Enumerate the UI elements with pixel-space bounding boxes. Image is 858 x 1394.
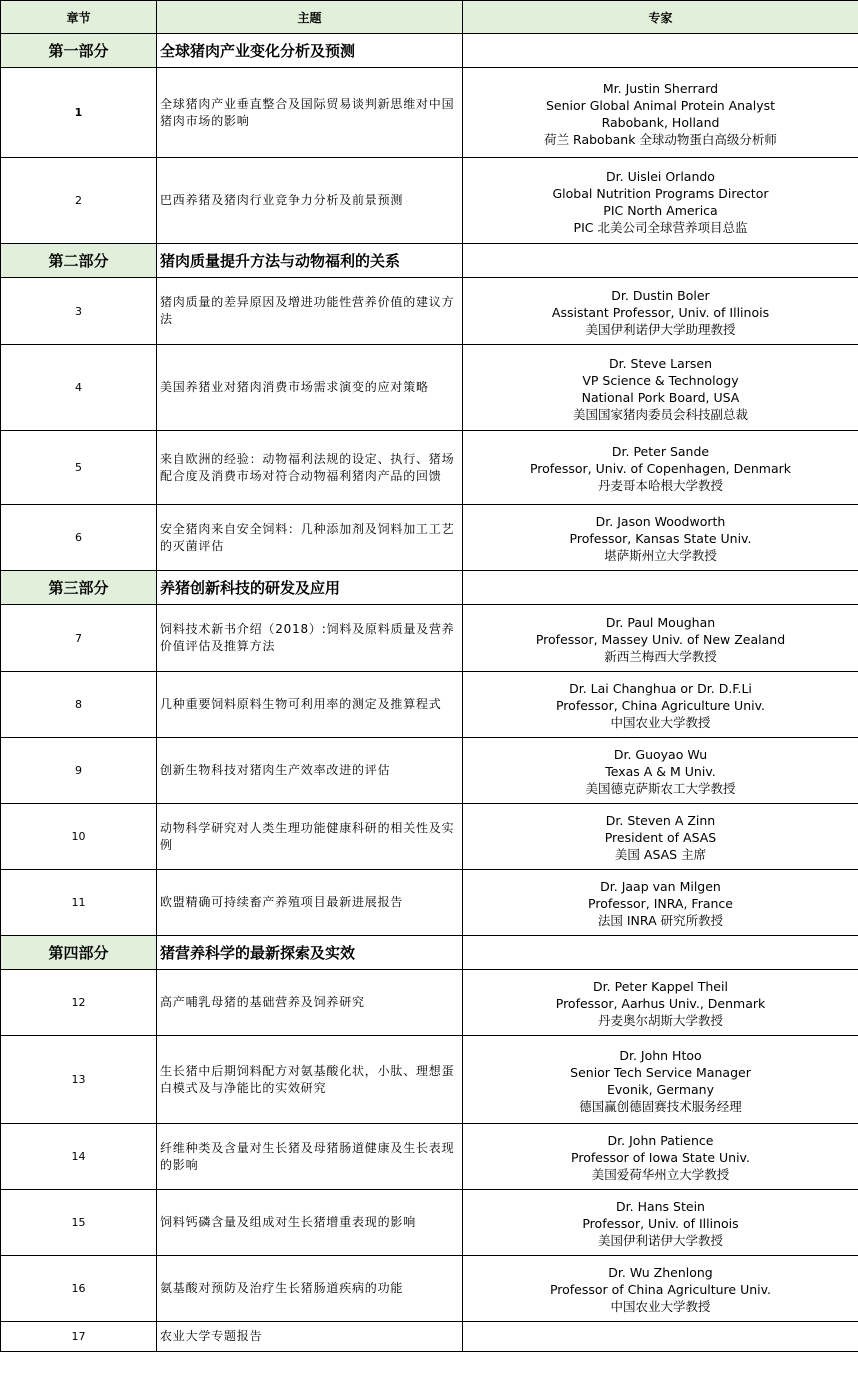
- expert-line: PIC 北美公司全球营养项目总监: [573, 219, 748, 235]
- expert-line: Senior Global Animal Protein Analyst: [545, 97, 776, 113]
- item-expert: [463, 68, 858, 158]
- table-row: [1, 278, 858, 345]
- item-expert: [463, 804, 858, 870]
- expert-line: Dr. Peter Sande: [611, 444, 710, 459]
- expert-line: 德国赢创德固赛技术服务经理: [579, 1098, 742, 1114]
- expert-line: Assistant Professor, Univ. of Illinois: [551, 304, 770, 320]
- section-row: [1, 34, 858, 68]
- section-title: 养猪创新科技的研发及应用: [157, 571, 463, 605]
- expert-line: Professor, Kansas State Univ.: [569, 531, 752, 546]
- item-topic: 猪肉质量的差异原因及增进功能性营养价值的建议方法: [157, 278, 463, 345]
- item-topic: 生长猪中后期饲料配方对氨基酸化状，小肽、理想蛋白模式及与净能比的实效研究: [157, 1036, 463, 1124]
- header-topic: 主题: [157, 1, 463, 34]
- item-number: 9: [1, 738, 157, 804]
- expert-line: 荷兰 Rabobank 全球动物蛋白高级分析师: [544, 131, 777, 147]
- section-label: 第三部分: [1, 571, 157, 605]
- table-row: [1, 68, 858, 158]
- expert-line: 丹麦奥尔胡斯大学教授: [597, 1013, 723, 1028]
- expert-line: Dr. Wu Zhenlong: [608, 1265, 713, 1280]
- item-expert: [463, 738, 858, 804]
- item-number: 3: [1, 278, 157, 345]
- section-title: 猪肉质量提升方法与动物福利的关系: [157, 244, 463, 278]
- item-number: 15: [1, 1190, 157, 1256]
- item-expert: [463, 278, 858, 345]
- table-row: [1, 158, 858, 244]
- expert-line: Professor, Univ. of Illinois: [582, 1216, 739, 1231]
- item-expert: [463, 431, 858, 505]
- item-topic: 几种重要饲料原料生物可利用率的测定及推算程式: [157, 672, 463, 738]
- table-row: [1, 970, 858, 1036]
- expert-line: Dr. Hans Stein: [616, 1199, 705, 1214]
- table-row: [1, 1190, 858, 1256]
- item-topic: 高产哺乳母猪的基础营养及饲养研究: [157, 970, 463, 1036]
- section-label: 第四部分: [1, 936, 157, 970]
- expert-line: 堪萨斯州立大学教授: [604, 548, 717, 563]
- expert-line: Dr. Jason Woodworth: [595, 514, 726, 529]
- expert-line: PIC North America: [603, 202, 718, 218]
- table-row: [1, 738, 858, 804]
- table-row: [1, 804, 858, 870]
- expert-line: Dr. Paul Moughan: [605, 614, 716, 630]
- expert-line: Professor, China Agriculture Univ.: [555, 698, 766, 713]
- item-topic: 安全猪肉来自安全饲料：几种添加剂及饲料加工工艺的灭菌评估: [157, 505, 463, 571]
- item-expert: [463, 1124, 858, 1190]
- expert-line: National Pork Board, USA: [581, 389, 740, 405]
- item-number: 5: [1, 431, 157, 505]
- table-row: [1, 1256, 858, 1322]
- item-topic: 全球猪肉产业垂直整合及国际贸易谈判新思维对中国猪肉市场的影响: [157, 68, 463, 158]
- expert-line: VP Science & Technology: [582, 372, 739, 388]
- item-expert: [463, 970, 858, 1036]
- header-chapter: 章节: [1, 1, 157, 34]
- item-expert: [463, 870, 858, 936]
- item-number: 8: [1, 672, 157, 738]
- section-label: 第二部分: [1, 244, 157, 278]
- expert-line: 美国 ASAS 主席: [614, 847, 707, 862]
- item-topic: 农业大学专题报告: [157, 1322, 463, 1352]
- section-row: [1, 244, 858, 278]
- expert-line: 美国伊利诺伊大学助理教授: [585, 321, 736, 337]
- expert-line: Dr. Guoyao Wu: [613, 747, 708, 762]
- item-number: 13: [1, 1036, 157, 1124]
- expert-line: Dr. Dustin Boler: [611, 287, 710, 303]
- expert-line: Professor of China Agriculture Univ.: [549, 1282, 772, 1297]
- table-row: [1, 605, 858, 672]
- table-row: [1, 1124, 858, 1190]
- expert-line: Evonik, Germany: [607, 1081, 714, 1097]
- header-row: [1, 1, 858, 34]
- expert-line: Dr. Steven A Zinn: [605, 813, 716, 828]
- expert-line: 美国爱荷华州立大学教授: [591, 1167, 730, 1182]
- item-expert: [463, 345, 858, 431]
- table-row: [1, 505, 858, 571]
- expert-line: 丹麦哥本哈根大学教授: [597, 478, 723, 493]
- item-expert: [463, 1036, 858, 1124]
- section-label: 第一部分: [1, 34, 157, 68]
- expert-line: Professor, Aarhus Univ., Denmark: [555, 996, 766, 1011]
- item-topic: 饲料钙磷含量及组成对生长猪增重表现的影响: [157, 1190, 463, 1256]
- item-number: 16: [1, 1256, 157, 1322]
- expert-line: Global Nutrition Programs Director: [552, 185, 769, 201]
- expert-line: President of ASAS: [604, 830, 717, 845]
- table-row: [1, 1036, 858, 1124]
- item-topic: 纤维种类及含量对生长猪及母猪肠道健康及生长表现的影响: [157, 1124, 463, 1190]
- item-topic: 创新生物科技对猪肉生产效率改进的评估: [157, 738, 463, 804]
- table-row: [1, 345, 858, 431]
- item-topic: 饲料技术新书介绍（2018）:饲料及原料质量及营养价值评估及推算方法: [157, 605, 463, 672]
- item-expert: [463, 1256, 858, 1322]
- item-expert: [463, 505, 858, 571]
- expert-line: 美国伊利诺伊大学教授: [597, 1233, 723, 1248]
- table-row: [1, 672, 858, 738]
- section-empty-cell: [463, 571, 858, 605]
- section-row: [1, 936, 858, 970]
- expert-line: Dr. Steve Larsen: [608, 355, 713, 371]
- item-number: 11: [1, 870, 157, 936]
- expert-line: Professor of Iowa State Univ.: [571, 1150, 750, 1165]
- item-topic: 动物科学研究对人类生理功能健康科研的相关性及实例: [157, 804, 463, 870]
- item-number: 17: [1, 1322, 157, 1352]
- item-number: 6: [1, 505, 157, 571]
- item-number: 10: [1, 804, 157, 870]
- item-topic: 氨基酸对预防及治疗生长猪肠道疾病的功能: [157, 1256, 463, 1322]
- expert-line: Dr. Lai Changhua or Dr. D.F.Li: [569, 681, 752, 696]
- item-number: 7: [1, 605, 157, 672]
- item-expert: [463, 1190, 858, 1256]
- section-empty-cell: [463, 34, 858, 68]
- item-expert: [463, 158, 858, 244]
- item-topic: 巴西养猪及猪肉行业竞争力分析及前景预测: [157, 158, 463, 244]
- expert-line: Dr. Jaap van Milgen: [600, 879, 721, 894]
- section-title: 猪营养科学的最新探索及实效: [157, 936, 463, 970]
- expert-line: 美国国家猪肉委员会科技副总裁: [572, 406, 748, 422]
- expert-line: Mr. Justin Sherrard: [602, 80, 719, 96]
- expert-line: Texas A & M Univ.: [605, 764, 716, 779]
- section-empty-cell: [463, 936, 858, 970]
- item-topic: 来自欧洲的经验：动物福利法规的设定、执行、猪场配合度及消费市场对符合动物福利猪肉产品的回馈: [157, 431, 463, 505]
- expert-line: Professor, INRA, France: [588, 896, 733, 911]
- table-row: [1, 870, 858, 936]
- item-expert: [463, 605, 858, 672]
- item-topic: 美国养猪业对猪肉消费市场需求演变的应对策略: [157, 345, 463, 431]
- expert-line: Dr. Uislei Orlando: [606, 168, 715, 184]
- expert-line: Senior Tech Service Manager: [570, 1064, 751, 1080]
- item-number: 14: [1, 1124, 157, 1190]
- table-row: [1, 431, 858, 505]
- expert-line: Dr. John Htoo: [619, 1047, 702, 1063]
- header-expert: 专家: [463, 1, 858, 34]
- section-row: [1, 571, 858, 605]
- expert-line: Dr. Peter Kappel Theil: [593, 979, 728, 994]
- expert-line: Dr. John Patience: [607, 1133, 714, 1148]
- expert-line: Professor, Massey Univ. of New Zealand: [535, 631, 786, 647]
- section-title: 全球猪肉产业变化分析及预测: [157, 34, 463, 68]
- item-topic: 欧盟精确可持续畜产养殖项目最新进展报告: [157, 870, 463, 936]
- expert-line: 美国德克萨斯农工大学教授: [585, 781, 736, 796]
- agenda-body: [1, 34, 858, 1352]
- item-number: 4: [1, 345, 157, 431]
- expert-line: 新西兰梅西大学教授: [604, 648, 717, 664]
- expert-line: Rabobank, Holland: [601, 114, 720, 130]
- section-empty-cell: [463, 244, 858, 278]
- item-expert: [463, 1322, 858, 1352]
- item-number: 2: [1, 158, 157, 244]
- expert-line: 法国 INRA 研究所教授: [597, 913, 724, 928]
- expert-line: 中国农业大学教授: [610, 715, 711, 730]
- table-row: [1, 1322, 858, 1352]
- item-expert: [463, 672, 858, 738]
- item-number: 1: [1, 68, 157, 158]
- item-number: 12: [1, 970, 157, 1036]
- expert-line: Professor, Univ. of Copenhagen, Denmark: [529, 461, 792, 476]
- expert-line: 中国农业大学教授: [610, 1299, 711, 1314]
